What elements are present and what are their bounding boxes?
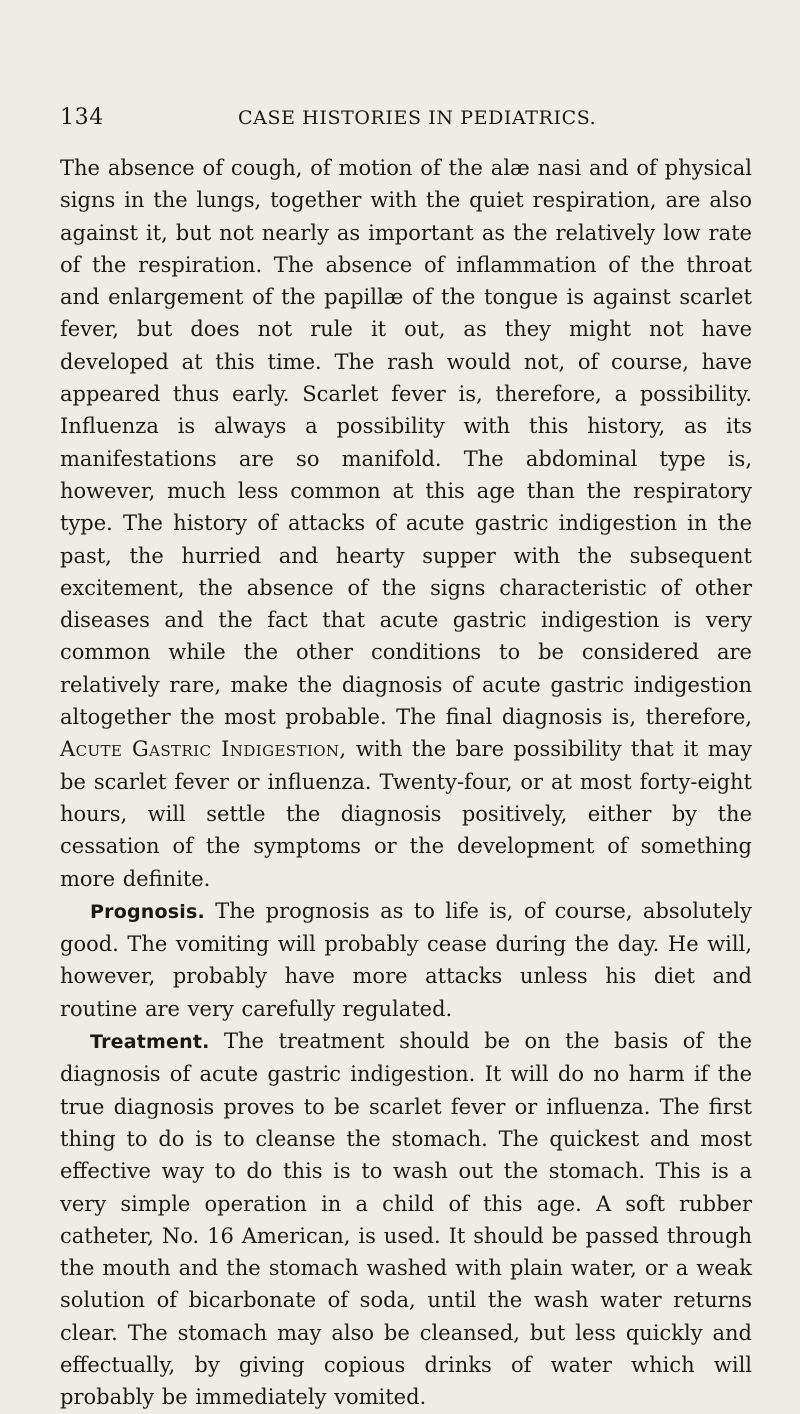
paragraph-text: The treatment should be on the basis of the diagnosis of acute gastric indigestion. It will do no harm if the true diagnosis proves to be scarlet fever or influenza. The first thing to do is to cleanse the stomach. The quickest and most effective way to do this is to wash out the stomach. This is a very simple operation in a child of this age. A soft rubber catheter, No. 16 American, is used. It should be passed through the mouth and the stomach washed with plain water, or a weak solution of bicarbonate of soda, until the wash water returns clear. The stomach may also be cleansed, but less quickly and effectually, by giving copious drinks of water which will probably be immediately vomited. (60, 1029, 752, 1410)
treatment-heading: Treatment. (90, 1031, 210, 1054)
paragraph-text: The prognosis as to life is, of course, absolutely good. The vomiting will probably cease during the day. He will, however, probably have more attacks unless his diet and routine are very carefully regulated. (60, 898, 752, 1021)
page-number: 134 (60, 105, 104, 130)
running-head (60, 105, 752, 139)
running-title: CASE HISTORIES IN PEDIATRICS. (238, 107, 597, 129)
text-body (60, 152, 752, 1414)
final-diagnosis: Acute Gastric Indigestion, (60, 737, 347, 762)
treatment-paragraph (60, 1025, 752, 1414)
prognosis-paragraph (60, 895, 752, 1025)
paragraph-text: with the bare possibility that it may be scarlet fever or influenza. Twenty-four, or at most forty-eight hours, will settle the diagnosis positively, either by the cessation of the symptoms or the development of something more definite. (60, 737, 752, 891)
paragraph-text: The absence of cough, of motion of the alæ nasi and of physical signs in the lungs, together with the quiet respiration, are also against it, but not nearly as important as the relatively low rate of the respiration. The absence of inflammation of the throat and enlargement of the papillæ of the tongue is against scarlet fever, but does not rule it out, as they might not have developed at this time. The rash would not, of course, have appeared thus early. Scarlet fever is, therefore, a possibility. Influenza is always a possibility with this history, as its manifestations are so manifold. The abdominal type is, however, much less common at this age than the respiratory type. The history of attacks of acute gastric indigestion in the past, the hurried and hearty supper with the subsequent excitement, the absence of the signs characteristic of other diseases and the fact that acute gastric indigestion is very common while the other conditions to be considered are relatively rare, make the diagnosis of acute gastric indigestion altogether the most probable. The final diagnosis is, therefore, (60, 156, 752, 730)
diagnosis-paragraph (60, 152, 752, 895)
book-page (60, 0, 752, 1410)
prognosis-heading: Prognosis. (90, 900, 205, 923)
